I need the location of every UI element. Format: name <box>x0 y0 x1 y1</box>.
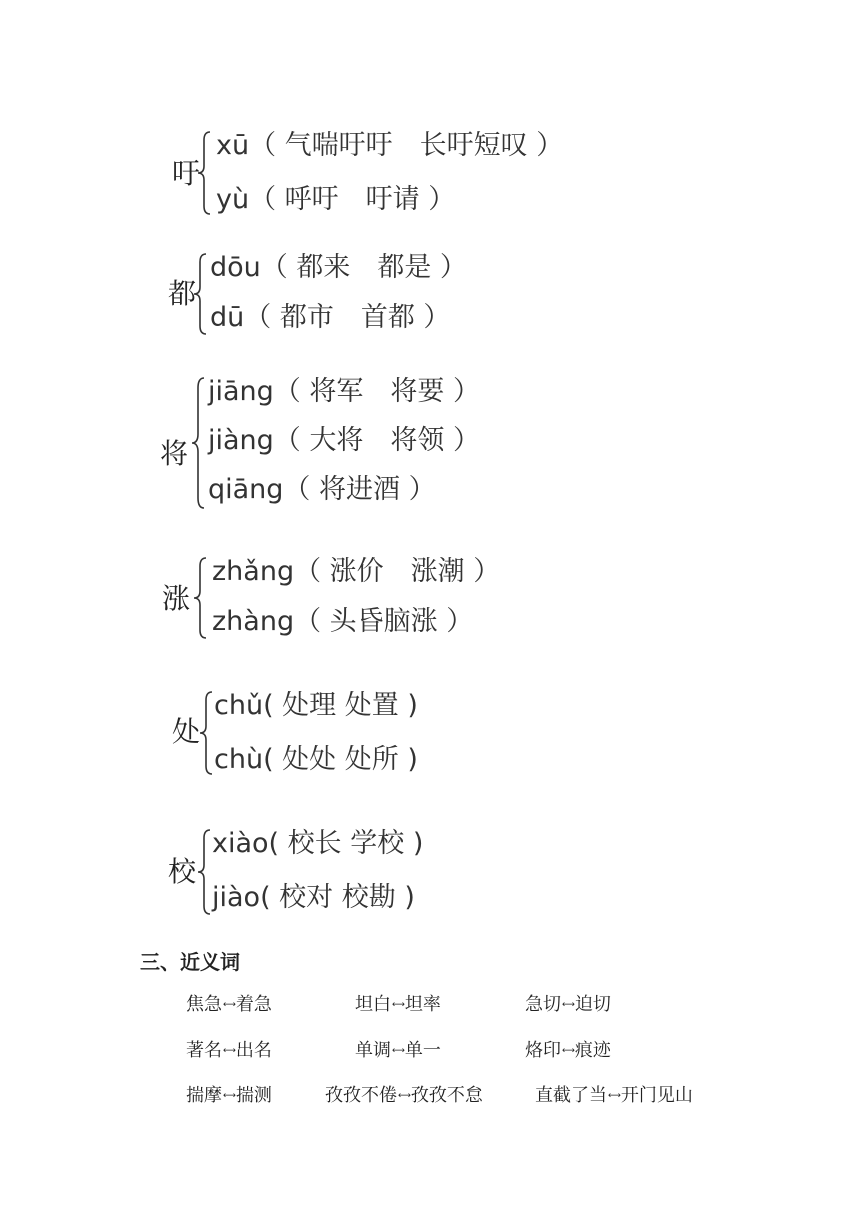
synonym-pair <box>525 994 611 1016</box>
synonym-word: 单调 <box>355 1040 391 1061</box>
synonym-word: 著名 <box>186 1040 222 1061</box>
reading-line: zhǎng（ 涨价 涨潮 ） <box>212 556 501 587</box>
brace-icon <box>190 376 206 510</box>
synonym-pair <box>186 1085 272 1107</box>
double-arrow-icon: ⟷ <box>608 1091 620 1101</box>
reading-line: dū（ 都市 首都 ） <box>210 302 451 333</box>
double-arrow-icon: ⟷ <box>562 1046 574 1056</box>
synonym-word: 孜孜不怠 <box>410 1085 483 1106</box>
reading-line: xiào( 校长 学校 ) <box>212 828 424 859</box>
reading-line: dōu（ 都来 都是 ） <box>210 252 467 283</box>
synonym-pair <box>186 1040 272 1062</box>
synonym-word: 迫切 <box>574 994 611 1015</box>
brace-icon <box>192 252 208 336</box>
double-arrow-icon: ⟷ <box>562 1000 574 1010</box>
synonym-word: 焦急 <box>186 994 222 1015</box>
reading-line: qiāng（ 将进酒 ） <box>208 474 436 505</box>
polyphone-char: 都 <box>167 277 196 310</box>
synonym-pair <box>355 994 441 1016</box>
synonym-word: 孜孜不倦 <box>325 1085 397 1106</box>
polyphone-char: 处 <box>171 715 200 748</box>
synonym-word: 直截了当 <box>535 1085 607 1106</box>
brace-icon <box>198 690 214 776</box>
section-title: 三、近义词 <box>140 950 240 974</box>
double-arrow-icon: ⟷ <box>392 1046 404 1056</box>
brace-icon <box>196 130 212 216</box>
synonym-pair <box>325 1085 483 1107</box>
synonym-word: 坦率 <box>404 994 441 1015</box>
synonym-word: 揣测 <box>235 1085 272 1106</box>
reading-line: chǔ( 处理 处置 ) <box>214 690 418 721</box>
synonym-word: 急切 <box>525 994 561 1015</box>
synonym-pair <box>525 1040 611 1062</box>
double-arrow-icon: ⟷ <box>223 1091 235 1101</box>
reading-line: zhàng（ 头昏脑涨 ） <box>212 606 474 637</box>
synonym-pair <box>186 994 272 1016</box>
reading-line: jiào( 校对 校勘 ) <box>212 882 415 913</box>
reading-line: jiàng（ 大将 将领 ） <box>208 425 480 456</box>
synonym-word: 开门见山 <box>620 1085 693 1106</box>
synonym-word: 痕迹 <box>574 1040 611 1061</box>
polyphone-char: 校 <box>167 855 196 888</box>
synonym-word: 坦白 <box>355 994 391 1015</box>
double-arrow-icon: ⟷ <box>392 1000 404 1010</box>
double-arrow-icon: ⟷ <box>223 1000 235 1010</box>
double-arrow-icon: ⟷ <box>223 1046 235 1056</box>
synonym-pair <box>355 1040 441 1062</box>
brace-icon <box>192 556 208 640</box>
polyphone-char: 涨 <box>161 582 190 615</box>
brace-icon <box>196 828 212 916</box>
synonym-word: 单一 <box>404 1040 441 1061</box>
synonym-word: 烙印 <box>525 1040 561 1061</box>
polyphone-char: 吁 <box>171 157 200 190</box>
double-arrow-icon: ⟷ <box>398 1091 410 1101</box>
reading-line: jiāng（ 将军 将要 ） <box>208 376 480 407</box>
synonym-word: 着急 <box>235 994 272 1015</box>
reading-line: yù（ 呼吁 吁请 ） <box>216 184 456 215</box>
reading-line: chù( 处处 处所 ) <box>214 744 418 775</box>
synonym-word: 出名 <box>235 1040 272 1061</box>
synonym-word: 揣摩 <box>186 1085 222 1106</box>
polyphone-char: 将 <box>159 437 188 470</box>
reading-line: xū（ 气喘吁吁 长吁短叹 ） <box>216 130 564 161</box>
synonym-pair <box>535 1085 693 1107</box>
